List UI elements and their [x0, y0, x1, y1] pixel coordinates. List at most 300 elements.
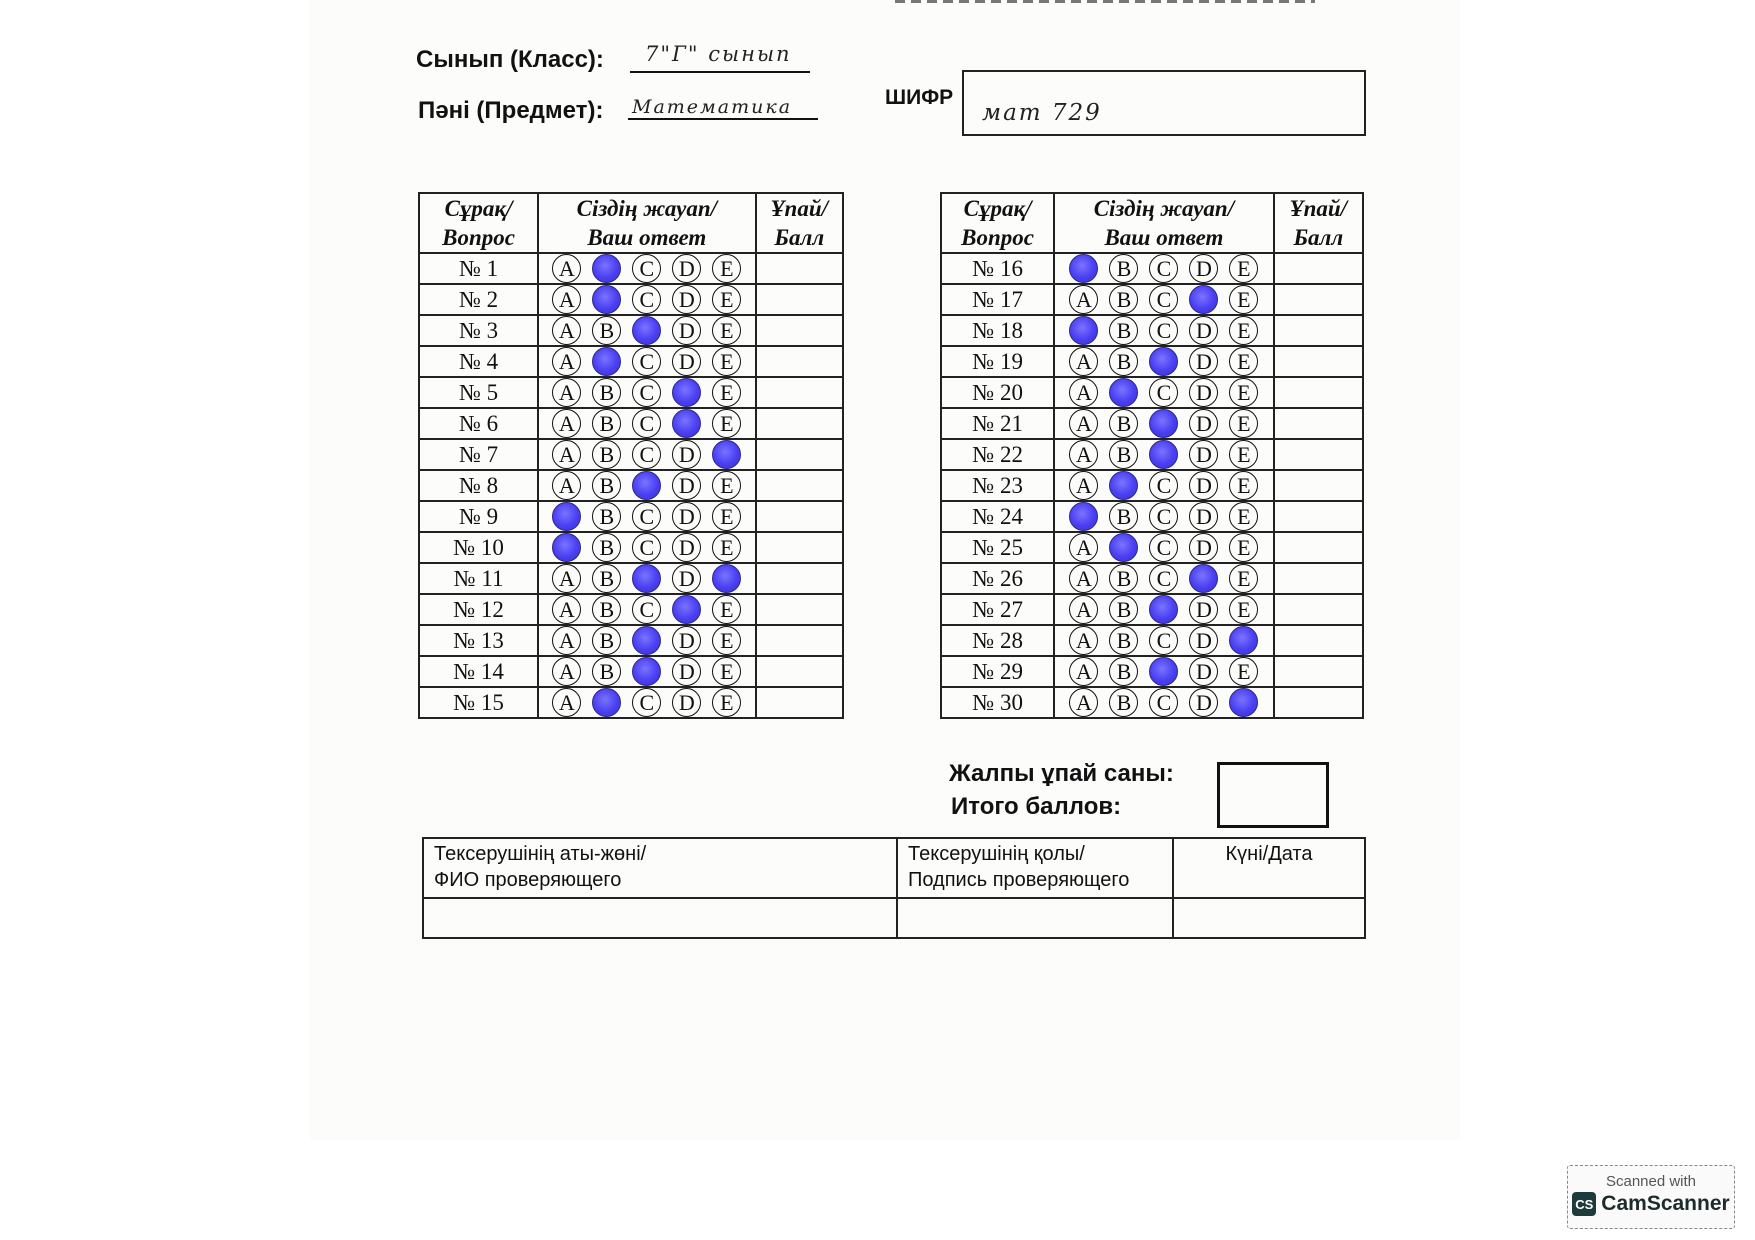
answer-cell [538, 377, 755, 408]
answer-header: Сіздің жауап/ Ваш ответ [538, 193, 755, 253]
option-bubble-a[interactable]: A [552, 564, 581, 593]
option-bubble-c[interactable]: C [1149, 626, 1178, 655]
option-bubble-b[interactable] [592, 254, 621, 283]
option-bubble-c[interactable]: C [1149, 285, 1178, 314]
option-bubble-b[interactable]: B [592, 316, 621, 345]
option-bubble-e[interactable]: E [1229, 378, 1258, 407]
camscanner-brand: CamScanner [1601, 1192, 1730, 1215]
score-header: Ұпай/ Балл [756, 193, 843, 253]
option-bubble-d[interactable]: D [1189, 533, 1218, 562]
option-bubble-e[interactable]: E [1229, 347, 1258, 376]
question-row [419, 563, 843, 594]
option-bubble-c[interactable]: C [632, 595, 661, 624]
option-bubble-c[interactable] [632, 564, 661, 593]
option-bubble-b[interactable]: B [592, 471, 621, 500]
question-row [941, 377, 1363, 408]
table-header-row [419, 193, 843, 253]
table-header-row [941, 193, 1363, 253]
answer-cell [538, 563, 755, 594]
option-bubble-a[interactable]: A [552, 378, 581, 407]
score-cell[interactable] [756, 656, 843, 687]
option-bubble-e[interactable]: E [1229, 316, 1258, 345]
score-cell[interactable] [1274, 470, 1363, 501]
question-row [419, 439, 843, 470]
option-bubble-a[interactable]: A [1069, 688, 1098, 717]
option-bubble-c[interactable]: C [632, 409, 661, 438]
total-label-kz: Жалпы ұпай саны: [949, 760, 1174, 787]
total-label-ru: Итого баллов: [951, 793, 1122, 820]
answer-cell [1054, 408, 1273, 439]
option-bubble-e[interactable]: E [1229, 409, 1258, 438]
option-bubble-c[interactable] [1149, 440, 1178, 469]
option-bubble-d[interactable]: D [1189, 502, 1218, 531]
option-bubble-c[interactable]: C [632, 502, 661, 531]
question-row [941, 532, 1363, 563]
option-bubble-e[interactable]: E [712, 688, 741, 717]
subject-underline [628, 118, 818, 120]
option-bubble-c[interactable] [632, 471, 661, 500]
option-bubble-b[interactable] [592, 285, 621, 314]
answer-cell [538, 501, 755, 532]
option-bubble-d[interactable]: D [1189, 378, 1218, 407]
question-row [419, 656, 843, 687]
answer-cell [1054, 656, 1273, 687]
option-bubble-e[interactable] [712, 564, 741, 593]
question-row [419, 253, 843, 284]
question-number: № 29 [941, 656, 1054, 687]
question-row [941, 687, 1363, 718]
option-bubble-e[interactable]: E [1229, 564, 1258, 593]
option-bubble-d[interactable]: D [1189, 688, 1218, 717]
option-bubble-a[interactable]: A [552, 285, 581, 314]
score-cell[interactable] [756, 563, 843, 594]
option-bubble-d[interactable]: D [672, 657, 701, 686]
option-bubble-d[interactable]: D [672, 564, 701, 593]
option-bubble-b[interactable]: B [1109, 564, 1138, 593]
option-bubble-a[interactable]: A [1069, 657, 1098, 686]
answer-cell [1054, 687, 1273, 718]
option-bubble-a[interactable]: A [552, 347, 581, 376]
question-number: № 24 [941, 501, 1054, 532]
question-row [941, 563, 1363, 594]
answer-cell [538, 253, 755, 284]
option-bubble-d[interactable]: D [1189, 657, 1218, 686]
question-row [941, 656, 1363, 687]
option-bubble-c[interactable]: C [1149, 688, 1178, 717]
answer-cell [538, 315, 755, 346]
question-row [419, 501, 843, 532]
score-cell[interactable] [1274, 687, 1363, 718]
option-bubble-d[interactable]: D [1189, 254, 1218, 283]
option-bubble-d[interactable]: D [672, 626, 701, 655]
option-bubble-c[interactable] [632, 316, 661, 345]
option-bubble-b[interactable]: B [1109, 254, 1138, 283]
answer-cell [538, 408, 755, 439]
option-bubble-c[interactable] [1149, 657, 1178, 686]
option-bubble-a[interactable]: A [1069, 471, 1098, 500]
score-cell[interactable] [1274, 625, 1363, 656]
option-bubble-a[interactable]: A [1069, 440, 1098, 469]
cipher-value: мат 729 [982, 100, 1102, 126]
scanned-with-text: Scanned with [1605, 1173, 1697, 1190]
option-bubble-e[interactable] [712, 440, 741, 469]
option-bubble-c[interactable]: C [1149, 533, 1178, 562]
option-bubble-d[interactable]: D [1189, 471, 1218, 500]
checker-signature-cell[interactable] [897, 898, 1173, 938]
question-number: № 11 [419, 563, 538, 594]
camscanner-logo-icon: CS [1572, 1192, 1596, 1216]
option-bubble-d[interactable] [1189, 564, 1218, 593]
option-bubble-c[interactable]: C [1149, 316, 1178, 345]
option-bubble-e[interactable]: E [1229, 285, 1258, 314]
option-bubble-b[interactable]: B [1109, 409, 1138, 438]
option-bubble-c[interactable]: C [1149, 254, 1178, 283]
answer-cell [1054, 346, 1273, 377]
question-row [941, 470, 1363, 501]
question-number: № 21 [941, 408, 1054, 439]
subject-label: Пәні (Предмет): [418, 97, 604, 124]
answer-rows-right [941, 253, 1363, 718]
score-cell[interactable] [756, 594, 843, 625]
question-number: № 15 [419, 687, 538, 718]
cipher-box [962, 70, 1366, 136]
question-number: № 7 [419, 439, 538, 470]
class-underline [630, 71, 810, 73]
score-cell[interactable] [756, 315, 843, 346]
question-number: № 16 [941, 253, 1054, 284]
question-row [941, 346, 1363, 377]
answer-header: Сіздің жауап/ Ваш ответ [1054, 193, 1273, 253]
score-cell[interactable] [756, 439, 843, 470]
option-bubble-e[interactable]: E [1229, 657, 1258, 686]
question-number: № 18 [941, 315, 1054, 346]
option-bubble-b[interactable]: B [1109, 316, 1138, 345]
option-bubble-e[interactable]: E [1229, 502, 1258, 531]
scan-edge-dashes [895, 0, 1315, 3]
option-bubble-a[interactable]: A [552, 595, 581, 624]
question-number: № 1 [419, 253, 538, 284]
option-bubble-e[interactable]: E [712, 502, 741, 531]
question-number: № 25 [941, 532, 1054, 563]
option-bubble-d[interactable]: D [672, 502, 701, 531]
option-bubble-a[interactable]: A [1069, 378, 1098, 407]
option-bubble-b[interactable]: B [1109, 502, 1138, 531]
option-bubble-b[interactable]: B [592, 440, 621, 469]
option-bubble-d[interactable] [672, 595, 701, 624]
option-bubble-a[interactable]: A [1069, 285, 1098, 314]
answer-cell [1054, 470, 1273, 501]
answer-cell [1054, 532, 1273, 563]
option-bubble-e[interactable]: E [712, 316, 741, 345]
date-header: Күні/Дата [1173, 838, 1365, 898]
question-row [419, 470, 843, 501]
question-row [941, 439, 1363, 470]
question-row [941, 253, 1363, 284]
option-bubble-b[interactable]: B [592, 595, 621, 624]
date-cell[interactable] [1173, 898, 1365, 938]
question-row [941, 408, 1363, 439]
score-cell[interactable] [1274, 501, 1363, 532]
question-number: № 19 [941, 346, 1054, 377]
question-row [419, 315, 843, 346]
score-cell[interactable] [1274, 377, 1363, 408]
option-bubble-e[interactable]: E [712, 595, 741, 624]
option-bubble-a[interactable] [1069, 316, 1098, 345]
option-bubble-a[interactable] [552, 533, 581, 562]
option-bubble-b[interactable]: B [592, 626, 621, 655]
option-bubble-d[interactable]: D [1189, 316, 1218, 345]
answer-cell [1054, 625, 1273, 656]
answer-cell [1054, 594, 1273, 625]
option-bubble-e[interactable]: E [712, 533, 741, 562]
option-bubble-b[interactable]: B [1109, 688, 1138, 717]
option-bubble-e[interactable]: E [712, 285, 741, 314]
option-bubble-e[interactable]: E [1229, 440, 1258, 469]
score-cell[interactable] [1274, 284, 1363, 315]
score-cell[interactable] [1274, 439, 1363, 470]
question-number: № 5 [419, 377, 538, 408]
option-bubble-d[interactable]: D [672, 533, 701, 562]
question-number: № 2 [419, 284, 538, 315]
option-bubble-a[interactable]: A [552, 409, 581, 438]
option-bubble-d[interactable] [1189, 285, 1218, 314]
option-bubble-c[interactable]: C [1149, 564, 1178, 593]
option-bubble-e[interactable]: E [1229, 533, 1258, 562]
option-bubble-a[interactable]: A [1069, 533, 1098, 562]
checker-name-header: Тексерушінің аты-жөні/ ФИО проверяющего [423, 838, 897, 898]
option-bubble-e[interactable] [1229, 626, 1258, 655]
question-row [941, 284, 1363, 315]
question-row [941, 594, 1363, 625]
option-bubble-e[interactable]: E [712, 254, 741, 283]
checker-table [422, 837, 1366, 939]
option-bubble-b[interactable]: B [592, 378, 621, 407]
score-cell[interactable] [756, 284, 843, 315]
option-bubble-a[interactable]: A [1069, 409, 1098, 438]
answer-cell [538, 346, 755, 377]
question-number: № 9 [419, 501, 538, 532]
question-header: Сұрақ/ Вопрос [941, 193, 1054, 253]
option-bubble-b[interactable]: B [1109, 657, 1138, 686]
option-bubble-b[interactable] [592, 688, 621, 717]
option-bubble-b[interactable]: B [592, 564, 621, 593]
score-cell[interactable] [1274, 656, 1363, 687]
score-cell[interactable] [1274, 408, 1363, 439]
answer-cell [1054, 315, 1273, 346]
answer-cell [1054, 253, 1273, 284]
score-cell[interactable] [756, 532, 843, 563]
option-bubble-a[interactable]: A [552, 471, 581, 500]
option-bubble-e[interactable]: E [712, 657, 741, 686]
score-cell[interactable] [1274, 315, 1363, 346]
score-cell[interactable] [756, 625, 843, 656]
cipher-label: ШИФР [885, 86, 954, 109]
option-bubble-d[interactable]: D [1189, 595, 1218, 624]
option-bubble-a[interactable]: A [552, 316, 581, 345]
question-row [419, 377, 843, 408]
score-cell[interactable] [756, 687, 843, 718]
answer-cell [1054, 284, 1273, 315]
answer-cell [538, 532, 755, 563]
answer-cell [538, 656, 755, 687]
option-bubble-a[interactable] [552, 502, 581, 531]
question-row [419, 346, 843, 377]
option-bubble-c[interactable]: C [1149, 502, 1178, 531]
option-bubble-d[interactable]: D [672, 688, 701, 717]
question-row [941, 625, 1363, 656]
option-bubble-c[interactable]: C [632, 285, 661, 314]
question-row [419, 408, 843, 439]
subject-value: Математика [632, 96, 793, 118]
option-bubble-b[interactable]: B [592, 502, 621, 531]
option-bubble-d[interactable]: D [672, 254, 701, 283]
score-cell[interactable] [1274, 532, 1363, 563]
option-bubble-a[interactable]: A [552, 626, 581, 655]
answer-cell [538, 439, 755, 470]
option-bubble-a[interactable]: A [552, 254, 581, 283]
class-value: 7"Г" сынып [645, 42, 792, 66]
option-bubble-d[interactable]: D [672, 347, 701, 376]
option-bubble-e[interactable]: E [1229, 471, 1258, 500]
option-bubble-c[interactable] [1149, 347, 1178, 376]
answer-cell [1054, 501, 1273, 532]
score-cell[interactable] [1274, 346, 1363, 377]
option-bubble-b[interactable] [1109, 471, 1138, 500]
option-bubble-c[interactable]: C [632, 347, 661, 376]
answer-table-right [940, 192, 1364, 719]
question-number: № 17 [941, 284, 1054, 315]
option-bubble-e[interactable]: E [712, 378, 741, 407]
option-bubble-b[interactable]: B [1109, 626, 1138, 655]
option-bubble-a[interactable]: A [552, 688, 581, 717]
option-bubble-e[interactable] [1229, 688, 1258, 717]
option-bubble-c[interactable]: C [632, 688, 661, 717]
question-row [941, 501, 1363, 532]
option-bubble-a[interactable]: A [1069, 564, 1098, 593]
option-bubble-d[interactable]: D [672, 471, 701, 500]
option-bubble-b[interactable] [1109, 533, 1138, 562]
option-bubble-b[interactable]: B [1109, 285, 1138, 314]
option-bubble-b[interactable]: B [1109, 347, 1138, 376]
option-bubble-b[interactable] [592, 347, 621, 376]
score-cell[interactable] [756, 408, 843, 439]
option-bubble-c[interactable]: C [632, 378, 661, 407]
option-bubble-d[interactable]: D [1189, 626, 1218, 655]
option-bubble-d[interactable]: D [672, 440, 701, 469]
question-number: № 10 [419, 532, 538, 563]
question-number: № 13 [419, 625, 538, 656]
answer-table-left [418, 192, 844, 719]
option-bubble-c[interactable] [1149, 409, 1178, 438]
option-bubble-c[interactable] [632, 657, 661, 686]
question-number: № 23 [941, 470, 1054, 501]
option-bubble-c[interactable] [632, 626, 661, 655]
option-bubble-e[interactable]: E [712, 347, 741, 376]
score-cell[interactable] [756, 253, 843, 284]
score-header: Ұпай/ Балл [1274, 193, 1363, 253]
score-cell[interactable] [1274, 563, 1363, 594]
question-header: Сұрақ/ Вопрос [419, 193, 538, 253]
option-bubble-d[interactable]: D [1189, 347, 1218, 376]
option-bubble-a[interactable] [1069, 254, 1098, 283]
question-number: № 14 [419, 656, 538, 687]
score-cell[interactable] [756, 377, 843, 408]
option-bubble-c[interactable] [1149, 595, 1178, 624]
option-bubble-c[interactable]: C [1149, 378, 1178, 407]
answer-cell [538, 470, 755, 501]
answer-cell [1054, 563, 1273, 594]
question-number: № 12 [419, 594, 538, 625]
option-bubble-d[interactable]: D [672, 285, 701, 314]
answer-cell [538, 594, 755, 625]
score-cell[interactable] [756, 501, 843, 532]
question-number: № 22 [941, 439, 1054, 470]
option-bubble-a[interactable]: A [1069, 595, 1098, 624]
option-bubble-b[interactable]: B [1109, 595, 1138, 624]
option-bubble-a[interactable]: A [1069, 347, 1098, 376]
class-label: Сынып (Класс): [416, 46, 604, 73]
option-bubble-d[interactable] [672, 409, 701, 438]
option-bubble-c[interactable]: C [632, 254, 661, 283]
answer-cell [538, 284, 755, 315]
score-cell[interactable] [1274, 594, 1363, 625]
option-bubble-c[interactable]: C [1149, 471, 1178, 500]
question-row [419, 687, 843, 718]
option-bubble-a[interactable]: A [1069, 626, 1098, 655]
answer-rows-left [419, 253, 843, 718]
option-bubble-b[interactable]: B [592, 657, 621, 686]
question-row [419, 532, 843, 563]
question-number: № 30 [941, 687, 1054, 718]
option-bubble-c[interactable]: C [632, 533, 661, 562]
option-bubble-b[interactable] [1109, 378, 1138, 407]
option-bubble-d[interactable]: D [672, 316, 701, 345]
score-cell[interactable] [756, 470, 843, 501]
question-row [419, 284, 843, 315]
answer-cell [1054, 439, 1273, 470]
option-bubble-d[interactable]: D [1189, 440, 1218, 469]
score-cell[interactable] [756, 346, 843, 377]
option-bubble-e[interactable]: E [712, 471, 741, 500]
question-number: № 28 [941, 625, 1054, 656]
answer-cell [1054, 377, 1273, 408]
checker-name-cell[interactable] [423, 898, 897, 938]
option-bubble-d[interactable] [672, 378, 701, 407]
option-bubble-b[interactable]: B [592, 409, 621, 438]
answer-cell [538, 625, 755, 656]
option-bubble-a[interactable] [1069, 502, 1098, 531]
question-row [941, 315, 1363, 346]
question-number: № 3 [419, 315, 538, 346]
option-bubble-e[interactable]: E [1229, 254, 1258, 283]
option-bubble-a[interactable]: A [552, 440, 581, 469]
question-row [419, 594, 843, 625]
option-bubble-e[interactable]: E [1229, 595, 1258, 624]
option-bubble-a[interactable]: A [552, 657, 581, 686]
question-number: № 4 [419, 346, 538, 377]
option-bubble-e[interactable]: E [712, 626, 741, 655]
option-bubble-d[interactable]: D [1189, 409, 1218, 438]
question-number: № 6 [419, 408, 538, 439]
question-number: № 26 [941, 563, 1054, 594]
camscanner-watermark [1567, 1165, 1735, 1229]
score-cell[interactable] [1274, 253, 1363, 284]
option-bubble-b[interactable]: B [592, 533, 621, 562]
total-score-box[interactable] [1217, 762, 1329, 828]
option-bubble-e[interactable]: E [712, 409, 741, 438]
option-bubble-c[interactable]: C [632, 440, 661, 469]
option-bubble-b[interactable]: B [1109, 440, 1138, 469]
